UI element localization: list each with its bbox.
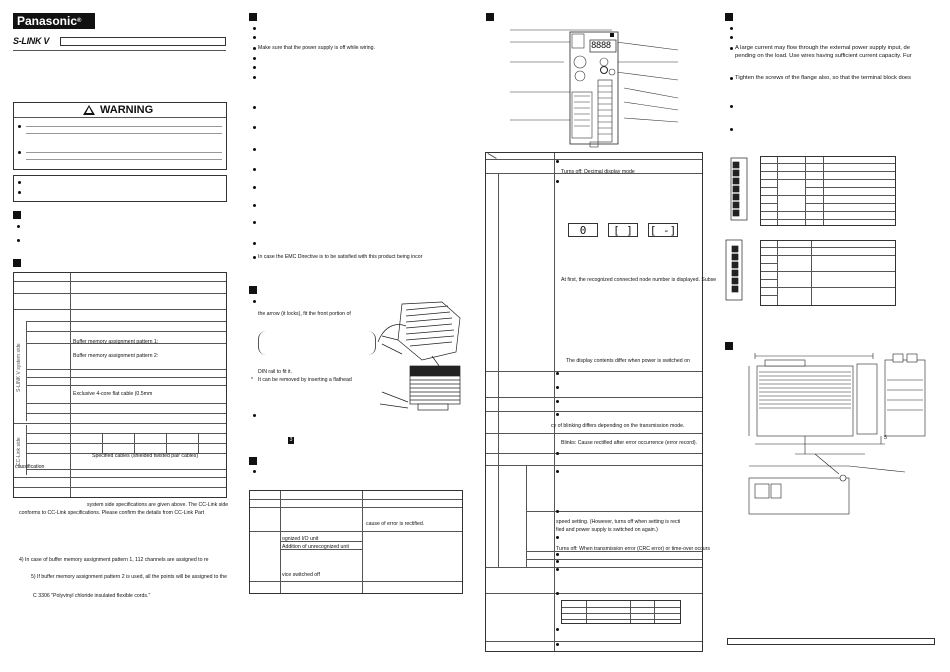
panasonic-logo [13,13,95,29]
section-marker [249,286,257,294]
section-marker [249,457,257,465]
warning-title: WARNING [100,104,154,116]
caution-box [13,175,227,202]
side-label-cclink: CC-Link side [16,437,22,466]
slink-logo [13,36,49,46]
brand-name: Panasonic [17,14,78,28]
wiring-caution: A large current may flow through the external power supply input, de [735,45,910,51]
segment-display: 0 [568,223,598,237]
terminal-block-1 [727,156,751,222]
error-text: cause of error is rectified. [366,521,425,527]
section-marker [725,13,733,21]
footer-rule-box [727,638,935,645]
wiring-note: Make sure that the power supply is off while wiring. [258,45,375,51]
device-seg-display: 8888 [591,41,611,51]
slink-logo-text: S-LINK V [13,36,50,46]
segment-display: [ -] [649,224,677,237]
terminal-table-1 [760,156,896,226]
indicator-text: The display contents differ when power is switched on [566,358,690,364]
ref-number: 3 [289,437,293,443]
error-text: vice switched off [282,572,320,578]
speed-subtable [561,600,681,624]
error-text: Addition of unrecognized unit [282,544,349,550]
mount-text: It can be removed by inserting a flathead [258,377,352,383]
led-indicator [610,33,614,37]
spec-text: Exclusive 4-core flat cable (0.5mm [73,391,153,397]
product-title-box [60,37,226,46]
side-label-slink: S-LINK V system side [16,343,22,392]
segment-display: [ ] [608,223,638,237]
note-text: 5) If buffer memory assignment pattern 2 is used, all the points will be assigned to the [31,574,227,580]
indicator-text: speed setting. (However, turns off when setting is recti [556,519,681,525]
title-rule [13,50,226,51]
spec-text: Buffer memory assignment pattern 1: [73,339,159,345]
note-text: system side specifications are given above. The CC-Link side [87,502,229,508]
section-marker [13,211,21,219]
emc-note: In case the EMC Directive is to be satisfied with this product being incor [258,254,423,260]
mount-bracket [258,331,376,355]
section-marker [486,13,494,21]
indicator-text: Turns off: Decimal display mode [561,169,635,175]
section-marker [13,259,21,267]
terminal-table-2 [760,240,896,306]
power-icon [600,66,608,74]
indicator-text: Turns off: When transmission error (CRC error) or time-over occurs [556,546,710,552]
spec-text: Specified cables (shielded twisted pair cables) [92,453,199,459]
error-text: ognized I/O unit [282,536,319,542]
mount-asterisk: * [251,377,254,383]
dimension-drawing [745,350,945,520]
mount-text: DIN rail to fit it. [258,369,293,375]
note-text: conforms to CC-Link specifications. Please confirm the details from CC-Link Part [19,510,205,516]
indicator-text: At first, the recognized connected node number is displayed. Subse [561,277,717,283]
wiring-caution: Tighten the screws of the flange also, so that the terminal block does [735,75,912,81]
spec-text: classification [15,464,45,470]
terminal-block-2 [722,238,746,304]
spec-text: Buffer memory assignment pattern 2: [73,353,159,359]
indicator-text: Blinks: Cause rectified after error occurrence (error record). [561,440,698,446]
dimension-label: 5 [884,435,887,441]
din-rail-module [378,364,468,414]
note-text: 4) In case of buffer memory assignment pattern 1, 112 channels are assigned to re [19,557,209,563]
note-text: C 3306 "Polyvinyl chloride insulated flexible cords." [33,593,151,599]
section-marker [725,342,733,350]
ref-marker [288,437,294,444]
wiring-caution: pending on the load. Use wires having sufficient current capacity. Fur [735,53,912,59]
section-marker [249,13,257,21]
brand-mark: ® [77,18,82,24]
spec-table [13,272,227,498]
warning-box [13,102,227,170]
mount-text: the arrow (it locks), fit the front portion of [258,311,351,317]
indicator-text: fied and power supply is switched on again.) [556,527,658,533]
indicator-text: cy of blinking differs depending on the transmission mode. [551,423,685,429]
